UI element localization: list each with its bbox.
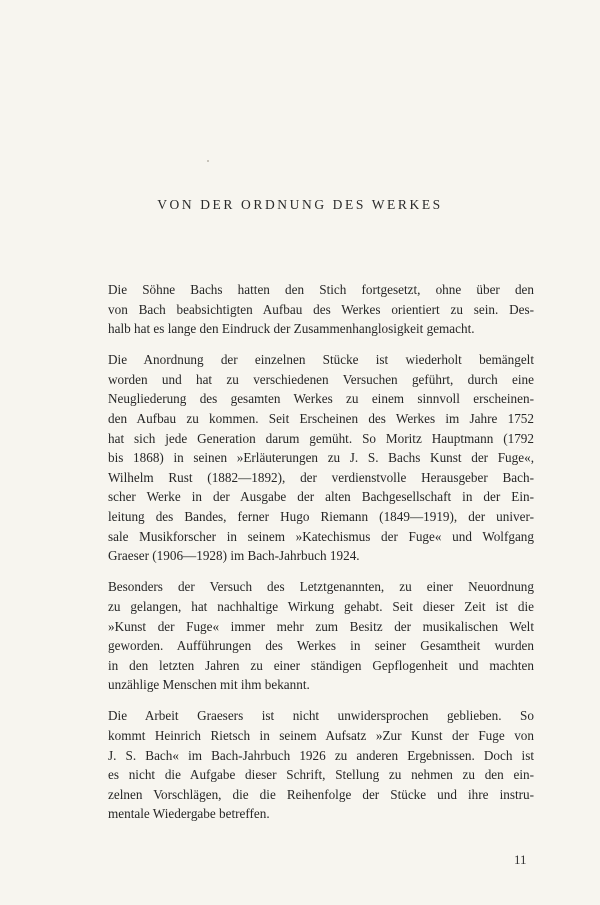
text-line: Die Söhne Bachs hatten den Stich fortgesetzt, ohne über den xyxy=(108,282,534,297)
text-line: Neugliederung des gesamten Werkes zu einem sinnvoll erscheinen- xyxy=(108,391,534,407)
text-line: sale Musikforscher in seinem »Katechismus der Fuge« und Wolfgang xyxy=(108,528,534,544)
text-line: J. S. Bach« im Bach-Jahrbuch 1926 zu anderen Ergebnissen. Doch ist xyxy=(108,747,534,763)
paragraph xyxy=(108,350,534,566)
text-line: hat sich jede Generation darum gemüht. So Moritz Hauptmann (1792 xyxy=(108,430,534,446)
text-line: scher Werke in der Ausgabe der alten Bachgesellschaft in der Ein- xyxy=(108,489,534,505)
text-line: zu gelangen, hat nachhaltige Wirkung gehabt. Seit dieser Zeit ist die xyxy=(108,598,534,614)
chapter-heading: VON DER ORDNUNG DES WERKES xyxy=(157,197,443,212)
text-line: Wilhelm Rust (1882—1892), der verdienstvolle Herausgeber Bach- xyxy=(108,469,534,485)
text-line: Die Anordnung der einzelnen Stücke ist wiederholt bemängelt xyxy=(108,352,534,368)
text-line: mentale Wiedergabe betreffen. xyxy=(108,806,270,822)
page-number: 11 xyxy=(514,852,527,867)
paragraph xyxy=(108,280,534,339)
paragraph xyxy=(108,577,534,695)
text-line: Besonders der Versuch des Letztgenannten, zu einer Neuordnung xyxy=(108,579,534,595)
text-line: geworden. Aufführungen des Werkes in seiner Gesamtheit wurden xyxy=(108,638,534,654)
text-line: von Bach beabsichtigten Aufbau des Werkes orientiert zu sein. Des- xyxy=(108,301,534,317)
text-line: in den letzten Jahren zu einer ständigen Gepflogenheit und machten xyxy=(108,657,534,673)
text-line: zelnen Vorschlägen, die die Reihenfolge der Stücke und ihre instru- xyxy=(108,786,534,802)
text-line: halb hat es lange den Eindruck der Zusammenhanglosigkeit gemacht. xyxy=(108,321,475,337)
text-line: »Kunst der Fuge« immer mehr zum Besitz der musikalischen Welt xyxy=(108,618,534,634)
body-text xyxy=(108,280,534,835)
text-line: worden und hat zu verschiedenen Versuchen geführt, durch eine xyxy=(108,371,534,387)
text-line: unzählige Menschen mit ihm bekannt. xyxy=(108,677,310,693)
text-line: kommt Heinrich Rietsch in seinem Aufsatz »Zur Kunst der Fuge von xyxy=(108,727,534,743)
text-line: es nicht die Aufgabe dieser Schrift, Stellung zu nehmen zu den ein- xyxy=(108,767,534,783)
text-line: bis 1868) in seinen »Erläuterungen zu J. S. Bachs Kunst der Fuge«, xyxy=(108,450,534,466)
paragraph xyxy=(108,706,534,824)
text-line: Graeser (1906—1928) im Bach-Jahrbuch 1924. xyxy=(108,548,360,564)
text-line: Die Arbeit Graesers ist nicht unwidersprochen geblieben. So xyxy=(108,708,534,724)
paper-speck xyxy=(207,160,209,162)
text-line: leitung des Bandes, ferner Hugo Riemann (1849—1919), der univer- xyxy=(108,509,534,525)
text-line: den Aufbau zu kommen. Seit Erscheinen des Werkes im Jahre 1752 xyxy=(108,411,534,427)
